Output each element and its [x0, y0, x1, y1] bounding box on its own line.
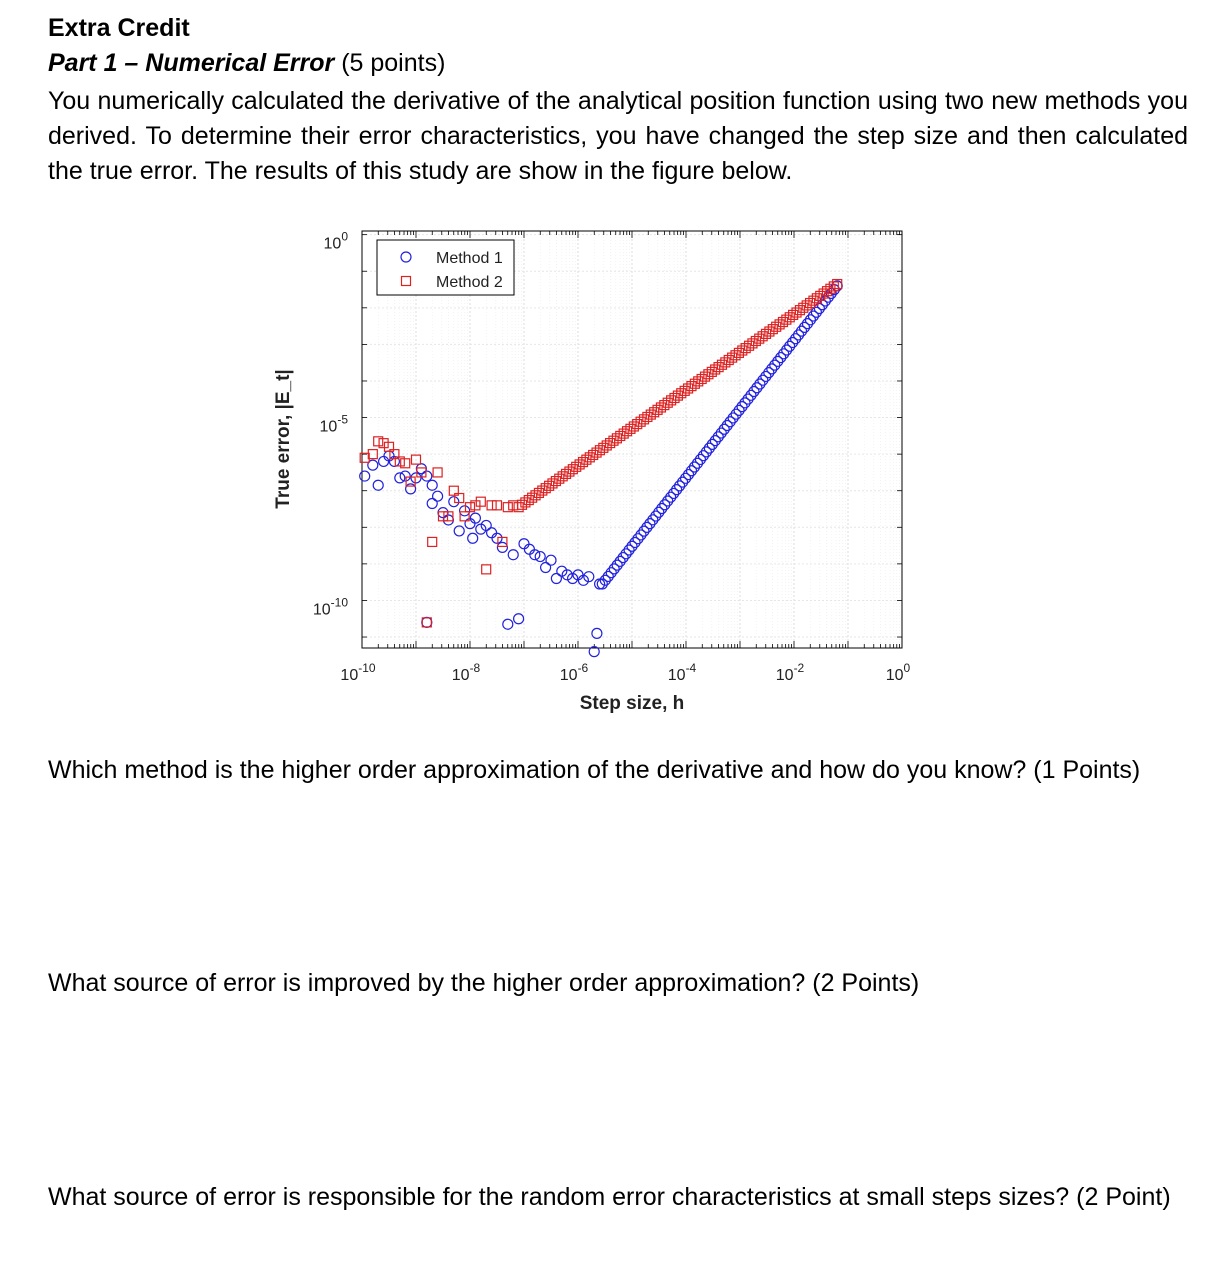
legend-label: Method 1 [436, 250, 503, 267]
part-points: (5 points) [334, 49, 446, 77]
y-tick-label: $10^{-10}$ [312, 595, 348, 619]
x-tick-label: $10^{-4}$ [667, 661, 697, 684]
x-axis-label: Step size, h [579, 693, 685, 714]
y-tick-label: $10^{-5}$ [319, 412, 348, 436]
question-3: What source of error is responsible for the random error characteristics at small steps sizes? (2 Point) [48, 1183, 1171, 1211]
y-tick-label: $10^0$ [323, 229, 348, 253]
x-tick-label: $10^{-10}$ [340, 661, 376, 684]
x-tick-label: $10^{-8}$ [451, 661, 481, 684]
section-title: Extra Credit [48, 14, 190, 42]
intro-paragraph: You numerically calculated the derivative of the analytical position function using two new methods you derived. To determine their error characteristics, you have changed the step size and then calculated the true error. The results of this study are show in the figure below. [48, 87, 1188, 185]
x-tick-label: $10^{-6}$ [559, 661, 589, 684]
question-2: What source of error is improved by the higher order approximation? (2 Points) [48, 969, 920, 997]
x-tick-label: $10^{-2}$ [775, 661, 805, 684]
legend [377, 240, 514, 295]
question-1: Which method is the higher order approximation of the derivative and how do you know? (1 Points) [48, 756, 1141, 784]
y-axis-label: True error, |E_t| [273, 369, 294, 509]
part-label: Part 1 – Numerical Error [48, 49, 335, 77]
x-tick-label: $10^0$ [885, 661, 911, 684]
legend-label: Method 2 [436, 274, 503, 291]
